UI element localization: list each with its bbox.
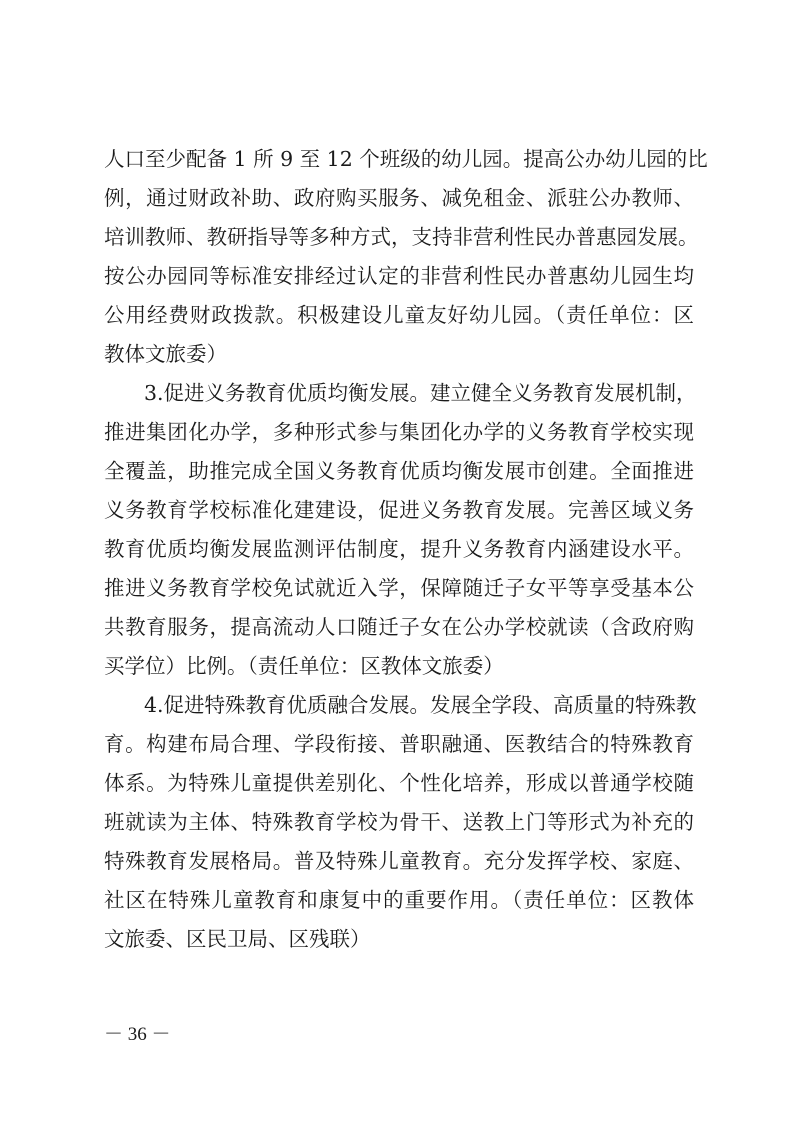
page-number: － 36 －: [104, 1024, 171, 1045]
section-heading-line: 4.促进特殊教育优质融合发展。发展全学段、高质量的特殊教: [144, 693, 697, 717]
paragraph-line: 买学位）比例。（责任单位：区教体文旅委）: [104, 654, 504, 678]
paragraph-line: 全覆盖，助推完成全国义务教育优质均衡发展市创建。全面推进: [104, 459, 694, 483]
paragraph-line: 教体文旅委）: [104, 342, 227, 366]
paragraph-line: 例，通过财政补助、政府购买服务、减免租金、派驻公办教师、: [104, 186, 694, 210]
paragraph-line: 推进义务教育学校免试就近入学，保障随迁子女平等享受基本公: [104, 576, 694, 600]
paragraph-line: 人口至少配备 1 所 9 至 12 个班级的幼儿园。提高公办幼儿园的比: [104, 147, 708, 171]
section-heading-line: 3.促进义务教育优质均衡发展。建立健全义务教育发展机制，: [144, 381, 697, 405]
paragraph-line: 教育优质均衡发展监测评估制度，提升义务教育内涵建设水平。: [104, 537, 694, 561]
paragraph-line: 特殊教育发展格局。普及特殊儿童教育。充分发挥学校、家庭、: [104, 849, 694, 873]
paragraph-line: 按公办园同等标准安排经过认定的非营利性民办普惠幼儿园生均: [104, 264, 694, 288]
paragraph-line: 育。构建布局合理、学段衔接、普职融通、医教结合的特殊教育: [104, 732, 694, 756]
paragraph-line: 社区在特殊儿童教育和康复中的重要作用。（责任单位：区教体: [104, 888, 694, 912]
paragraph-line: 培训教师、教研指导等多种方式，支持非营利性民办普惠园发展。: [104, 225, 699, 249]
paragraph-line: 义务教育学校标准化建建设，促进义务教育发展。完善区域义务: [104, 498, 694, 522]
paragraph-line: 推进集团化办学，多种形式参与集团化办学的义务教育学校实现: [104, 420, 694, 444]
paragraph-line: 共教育服务，提高流动人口随迁子女在公办学校就读（含政府购: [104, 615, 694, 639]
paragraph-line: 公用经费财政拨款。积极建设儿童友好幼儿园。（责任单位：区: [104, 303, 694, 327]
paragraph-line: 班就读为主体、特殊教育学校为骨干、送教上门等形式为补充的: [104, 810, 694, 834]
paragraph-line: 体系。为特殊儿童提供差别化、个性化培养，形成以普通学校随: [104, 771, 694, 795]
paragraph-line: 文旅委、区民卫局、区残联）: [104, 927, 371, 951]
